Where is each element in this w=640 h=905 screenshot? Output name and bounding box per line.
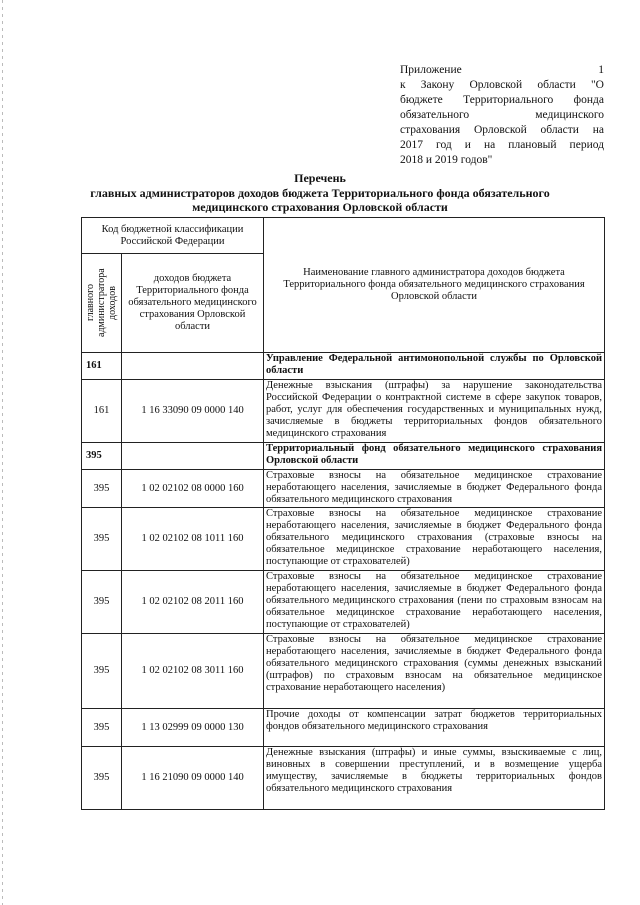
- appendix-line: страхования Орловской области на: [400, 124, 604, 136]
- administrator-name: Управление Федеральной антимонопольной службы по Орловской области: [264, 353, 605, 380]
- income-code: [122, 443, 264, 470]
- appendix-line: бюджете Территориального фонда: [400, 94, 604, 106]
- table-row: [82, 508, 605, 571]
- income-code: 1 13 02999 09 0000 130: [122, 709, 264, 747]
- document-heading: [80, 171, 560, 215]
- income-code: 1 02 02102 08 1011 160: [122, 508, 264, 571]
- header-name: Наименование главного администратора доходов бюджета Территориального фонда обязательного медицинского страхования Орловской области: [264, 218, 605, 353]
- administrators-table: [81, 217, 605, 810]
- administrator-name: Страховые взносы на обязательное медицинское страхование неработающего населения, зачисляемые в бюджет Федерального фонда обязательного медицинского страхования (суммы денежных взысканий (штрафов) по страховым взносам на обязательное медицинское страхование неработающего населения): [264, 634, 605, 709]
- admin-code: 395: [82, 571, 122, 634]
- table-row: [82, 571, 605, 634]
- admin-code: 161: [82, 380, 122, 443]
- admin-code: 395: [82, 443, 122, 470]
- header-admin: главного администратора доходов: [85, 268, 118, 338]
- table-row: [82, 353, 605, 380]
- header-classification: Код бюджетной классификации Российской Федерации: [82, 218, 264, 254]
- heading-subtitle: медицинского страхования Орловской области: [192, 200, 448, 214]
- admin-code: 395: [82, 634, 122, 709]
- heading-subtitle: главных администраторов доходов бюджета Территориального фонда обязательного: [90, 185, 550, 200]
- appendix-line: 2018 и 2019 годов": [400, 154, 493, 166]
- admin-code: 161: [82, 353, 122, 380]
- table-row: [82, 634, 605, 709]
- administrator-name: Денежные взыскания (штрафы) и иные суммы, взыскиваемые с лиц, виновных в совершении преступлений, и в возмещение ущерба имуществу, зачисляемые в бюджеты территориальных фондов обязательного медицинского страхования: [264, 747, 605, 810]
- table-header-row: [82, 218, 605, 254]
- scan-edge-artifact: [2, 0, 3, 905]
- income-code: 1 16 33090 09 0000 140: [122, 380, 264, 443]
- admin-code: 395: [82, 508, 122, 571]
- table-row: [82, 747, 605, 810]
- administrator-name: Прочие доходы от компенсации затрат бюджетов территориальных фондов обязательного медицинского страхования: [264, 709, 605, 747]
- admin-code: 395: [82, 470, 122, 508]
- header-income: доходов бюджета Территориального фонда обязательного медицинского страхования Орловской области: [122, 254, 264, 353]
- administrator-name: Страховые взносы на обязательное медицинское страхование неработающего населения, зачисляемые в бюджет Федерального фонда обязательного медицинского страхования: [264, 470, 605, 508]
- administrator-name: Денежные взыскания (штрафы) за нарушение законодательства Российской Федерации о контрактной системе в сфере закупок товаров, работ, услуг для обеспечения государственных и муниципальных нужд, зачисляемые в бюджеты территориальных фондов обязательного медицинского страхования: [264, 380, 605, 443]
- administrator-name: Территориальный фонд обязательного медицинского страхования Орловской области: [264, 443, 605, 470]
- heading-title: Перечень: [294, 171, 346, 185]
- appendix-line: 2017 год и на плановый период: [400, 139, 604, 151]
- table-row: [82, 380, 605, 443]
- administrator-name: Страховые взносы на обязательное медицинское страхование неработающего населения, зачисляемые в бюджет Федерального фонда обязательного медицинского страхования (пени по страховым взносам на обязательное медицинское страхование неработающего населения, поступающие от страхователей): [264, 571, 605, 634]
- table-row: [82, 709, 605, 747]
- income-code: [122, 353, 264, 380]
- administrator-name: Страховые взносы на обязательное медицинское страхование неработающего населения, зачисляемые в бюджет Федерального фонда обязательного медицинского страхования (страховые взносы на обязательное медицинское страхование неработающего населения, поступающие от страхователей): [264, 508, 605, 571]
- header-admin-cell: [82, 254, 122, 353]
- appendix-line: обязательного медицинского: [400, 109, 604, 121]
- table-row: [82, 470, 605, 508]
- appendix-note: [400, 63, 604, 168]
- appendix-line: к Закону Орловской области "О: [400, 79, 604, 91]
- admin-code: 395: [82, 747, 122, 810]
- appendix-line: Приложение 1: [400, 64, 604, 76]
- table-row: [82, 443, 605, 470]
- income-code: 1 16 21090 09 0000 140: [122, 747, 264, 810]
- income-code: 1 02 02102 08 0000 160: [122, 470, 264, 508]
- income-code: 1 02 02102 08 2011 160: [122, 571, 264, 634]
- income-code: 1 02 02102 08 3011 160: [122, 634, 264, 709]
- admin-code: 395: [82, 709, 122, 747]
